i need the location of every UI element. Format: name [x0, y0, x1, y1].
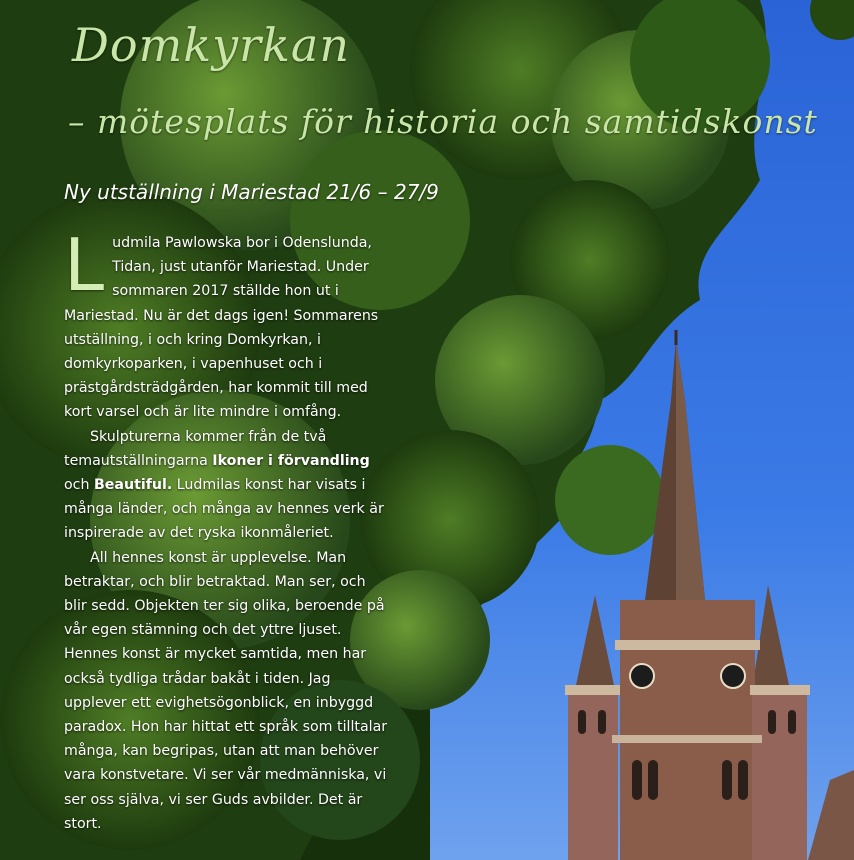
p2-after: Ludmilas konst har visats i många länder, och många av hennes verk är inspirerade av det ryska ikonmåleriet. — [64, 477, 384, 542]
p2-before: Skulpturerna kommer från de två temautställningarna — [64, 428, 327, 469]
intro-text: udmila Pawlowska bor i Odenslunda, Tidan, just utanför Mariestad. Under sommaren 2017 ställde hon ut i Mariestad. Nu är det dags igen! Sommarens utställning, i och kring Domkyrkan, i domkyrkoparken, i vapenhuset och i prästgårdsträdgården, har kommit till med kort varsel och är lite mindre i omfång. — [64, 235, 379, 421]
paragraph-2 — [64, 425, 388, 546]
p2-middle: och — [64, 477, 94, 494]
page-title: Domkyrkan — [72, 18, 350, 72]
intro-paragraph — [64, 223, 388, 425]
exhibition-line: Ny utställning i Mariestad 21/6 – 27/9 — [64, 180, 439, 204]
article-body — [64, 223, 388, 836]
drop-cap: L — [64, 223, 105, 307]
p2-bold-ikoner: Ikoner i förvandling — [212, 452, 370, 469]
p2-bold-beautiful: Beautiful. — [93, 477, 173, 494]
page-subtitle: – mötesplats för historia och samtidskonst — [68, 102, 818, 141]
paragraph-3: All hennes konst är upplevelse. Man betraktar, och blir betraktad. Man ser, och blir sedd. Objekten ter sig olika, beroende på vår egen stämning och det yttre ljuset. Hennes konst är mycket samtida, men har också tydliga trådar bakåt i tiden. Jag upplever ett evighetsögonblick, en inbyggd paradox. Hon har hittat ett språk som tilltalar många, kan begripas, utan att man behöver vara konstvetare. Vi ser vår medmänniska, vi ser oss själva, vi ser Guds avbilder. Det är stort. — [64, 549, 388, 832]
